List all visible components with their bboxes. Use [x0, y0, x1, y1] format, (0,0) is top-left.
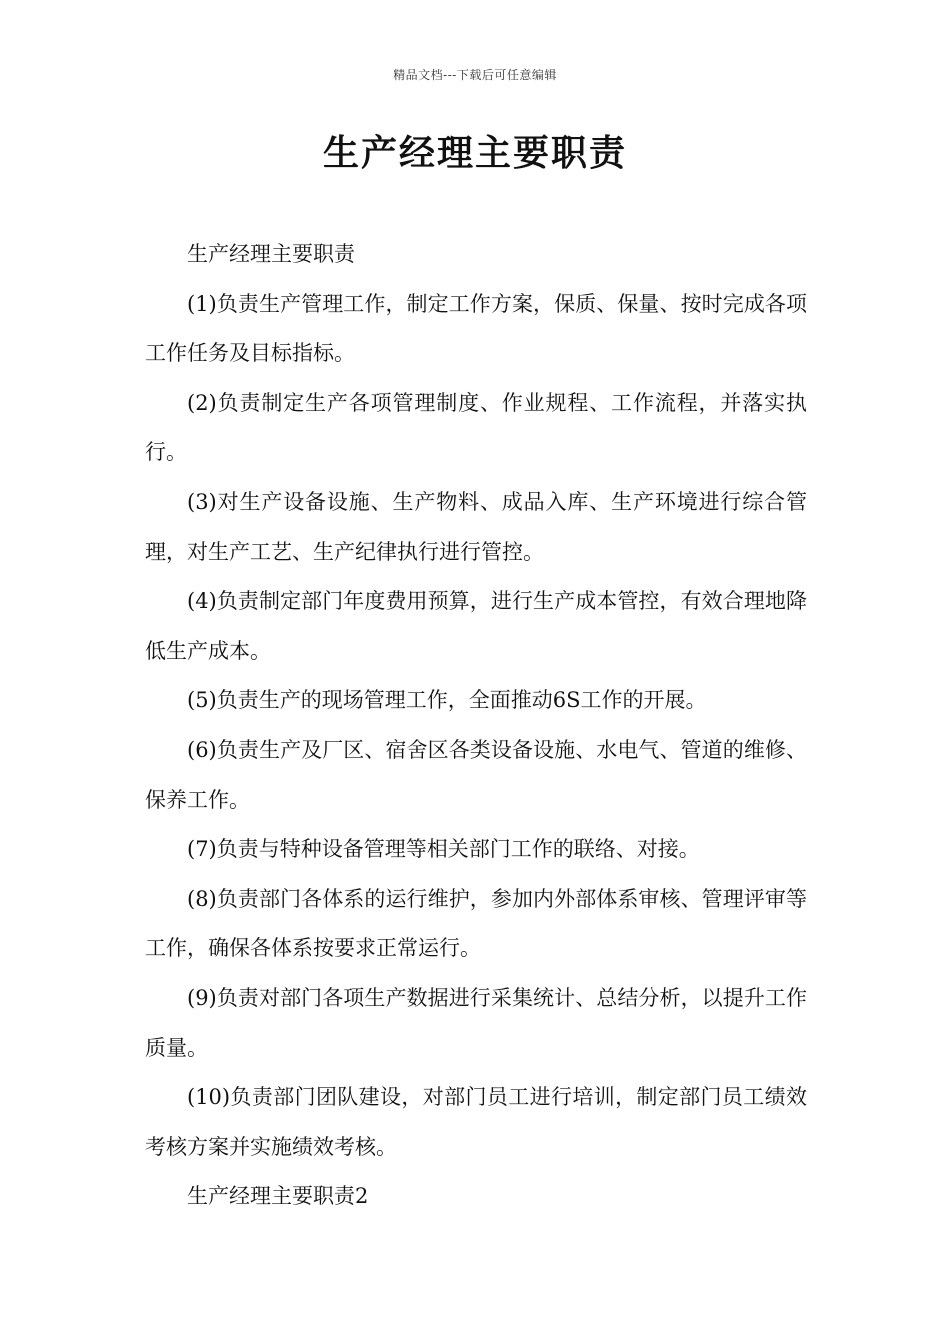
page-header: 精品文档---下载后可任意编辑: [393, 68, 557, 82]
duty-item-5: (5)负责生产的现场管理工作，全面推动6S工作的开展。: [187, 688, 707, 713]
duty-item-1: (1)负责生产管理工作，制定工作方案，保质、保量、按时完成各项工作任务及目标指标。: [145, 291, 807, 366]
duty-item-3: (3)对生产设备设施、生产物料、成品入库、生产环境进行综合管理，对生产工艺、生产纪律执行进行管控。: [145, 489, 807, 564]
document-title: 生产经理主要职责: [322, 132, 627, 174]
section-heading-2: 生产经理主要职责2: [187, 1184, 369, 1209]
duty-item-10: (10)负责部门团队建设，对部门员工进行培训，制定部门员工绩效考核方案并实施绩效考核。: [145, 1085, 807, 1159]
duty-item-9: (9)负责对部门各项生产数据进行采集统计、总结分析，以提升工作质量。: [145, 985, 807, 1060]
duty-item-8: (8)负责部门各体系的运行维护，参加内外部体系审核、管理评审等工作，确保各体系按要求正常运行。: [145, 886, 807, 961]
duty-item-6: (6)负责生产及厂区、宿舍区各类设备设施、水电气、管道的维修、保养工作。: [145, 737, 807, 812]
document-body: [145, 230, 807, 1222]
section-heading: 生产经理主要职责: [187, 242, 355, 266]
duty-item-2: (2)负责制定生产各项管理制度、作业规程、工作流程，并落实执行。: [145, 390, 807, 465]
duty-item-4: (4)负责制定部门年度费用预算，进行生产成本管控，有效合理地降低生产成本。: [145, 589, 807, 663]
duty-item-7: (7)负责与特种设备管理等相关部门工作的联络、对接。: [187, 837, 700, 862]
